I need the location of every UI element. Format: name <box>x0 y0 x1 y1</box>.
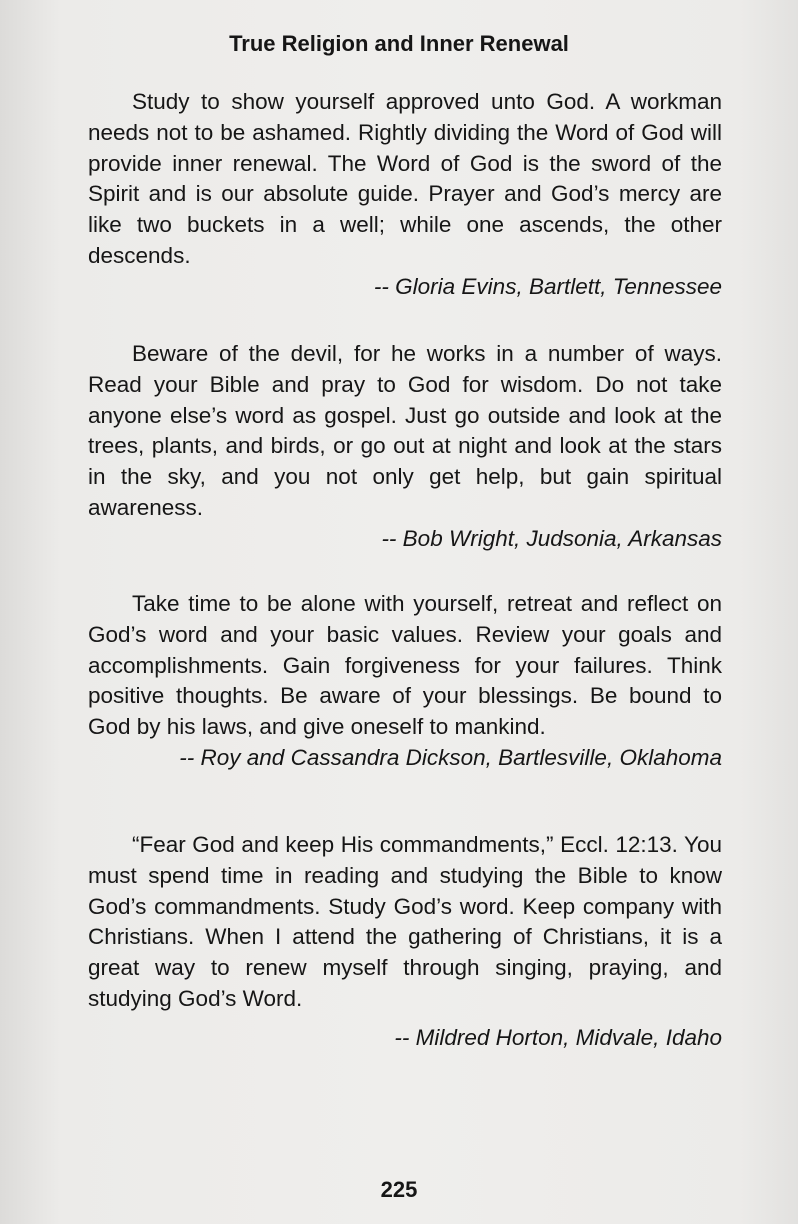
entry-1 <box>88 87 722 303</box>
entry-signature: -- Gloria Evins, Bartlett, Tennessee <box>373 273 722 299</box>
entry-text: Take time to be alone with yourself, retreat and reflect on God’s word and your basic values. Review your goals and accomplishments. Gain forgiveness for your failures. Think positive thoughts. Be aware of your blessings. Be bound to God by his laws, and give oneself to mankind. <box>88 591 722 740</box>
entry-text: Beware of the devil, for he works in a number of ways. Read your Bible and pray to God for wisdom. Do not take anyone else’s word as gospel. Just go outside and look at the trees, plants, and birds, or go out at night and look at the stars in the sky, and you not only get help, but gain spiritual awareness. <box>88 341 722 520</box>
page-title: True Religion and Inner Renewal <box>229 31 569 56</box>
entry-signature: -- Bob Wright, Judsonia, Arkansas <box>381 525 722 551</box>
entry-2 <box>88 339 722 555</box>
entry-text: “Fear God and keep His commandments,” Eccl. 12:13. You must spend time in reading and studying the Bible to know God’s commandments. Study God’s word. Keep company with Christians. When I attend the gathering of Christians, it is a great way to renew myself through singing, praying, and studying God’s Word. <box>88 832 722 1011</box>
page-number: 225 <box>380 1177 418 1202</box>
entry-text: Study to show yourself approved unto God. A workman needs not to be ashamed. Rightly dividing the Word of God will provide inner renewal. The Word of God is the sword of the Spirit and is our absolute guide. Prayer and God’s mercy are like two buckets in a well; while one ascends, the other descends. <box>88 89 722 268</box>
entry-signature: -- Mildred Horton, Midvale, Idaho <box>394 1024 722 1050</box>
entry-4 <box>88 830 722 1054</box>
entry-3 <box>88 589 722 774</box>
entry-signature: -- Roy and Cassandra Dickson, Bartlesville, Oklahoma <box>179 744 722 770</box>
